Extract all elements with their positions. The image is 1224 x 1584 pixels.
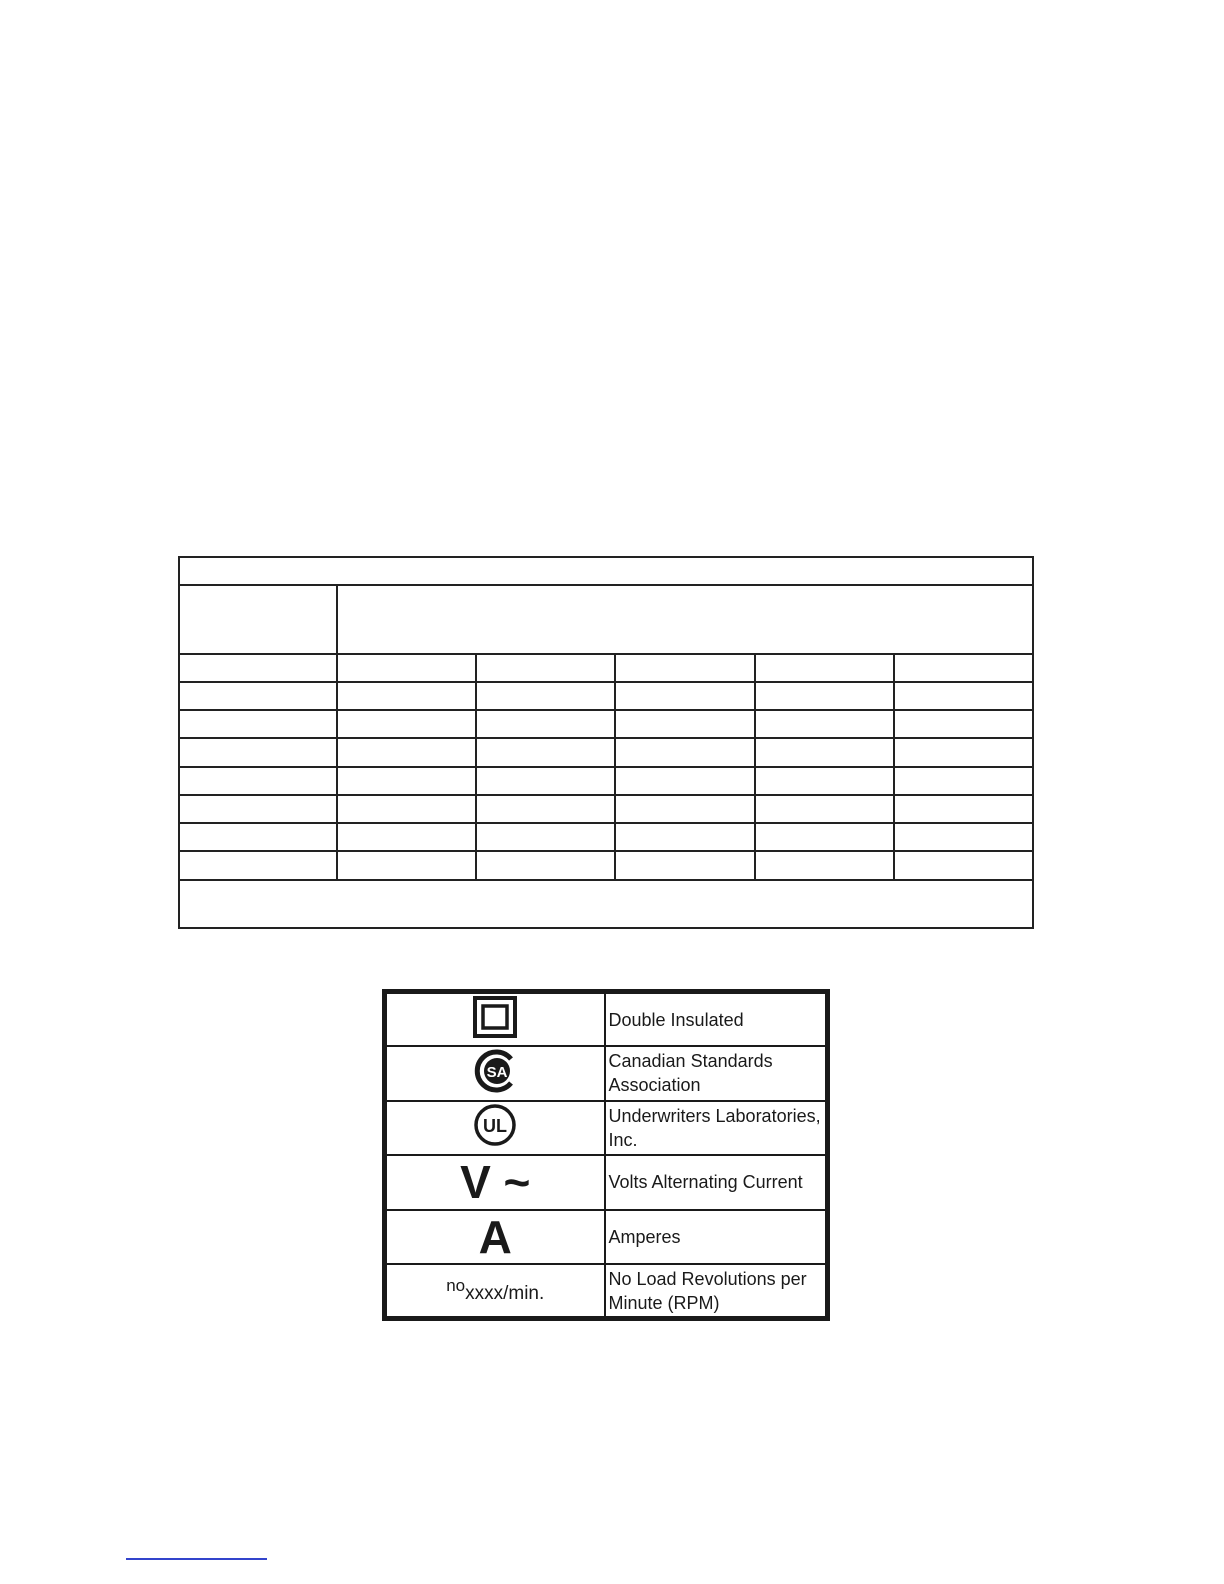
csa-logo-text: SA <box>486 1063 508 1081</box>
table-row <box>179 710 1033 738</box>
csa-logo-icon <box>473 1049 517 1093</box>
table-header-row <box>179 585 1033 654</box>
table-row <box>179 795 1033 823</box>
symbol-cell <box>385 992 605 1047</box>
symbol-row <box>385 1210 828 1265</box>
table-row <box>179 851 1033 879</box>
ul-logo-icon <box>473 1103 517 1147</box>
volts-ac-icon: V ~ <box>460 1156 531 1209</box>
symbol-description: Amperes <box>605 1210 828 1265</box>
symbol-cell <box>385 1210 605 1265</box>
symbol-description: Double Insulated <box>605 992 828 1047</box>
symbol-cell <box>385 1101 605 1156</box>
table-title-cell <box>179 557 1033 585</box>
amperes-icon: A <box>478 1210 512 1263</box>
symbol-description: Canadian Standards Association <box>605 1046 828 1101</box>
extension-cord-table <box>178 556 1034 929</box>
symbol-cell <box>385 1264 605 1319</box>
rpm-symbol-prefix: no <box>446 1276 466 1295</box>
symbol-row <box>385 1155 828 1210</box>
table-title-row <box>179 557 1033 585</box>
footer-rule <box>126 1558 267 1560</box>
table-row <box>179 823 1033 851</box>
symbol-row <box>385 1264 828 1319</box>
rpm-symbol-text: xxxx/min. <box>465 1283 545 1304</box>
symbol-description: Underwriters Laboratories, Inc. <box>605 1101 828 1156</box>
table-footer-row <box>179 880 1033 928</box>
double-insulated-icon <box>473 996 517 1038</box>
symbol-cell <box>385 1046 605 1101</box>
symbol-row <box>385 1046 828 1101</box>
table-footer-cell <box>179 880 1033 928</box>
symbol-description: Volts Alternating Current <box>605 1155 828 1210</box>
table-row <box>179 767 1033 795</box>
symbol-description: No Load Revolutions per Minute (RPM) <box>605 1264 828 1319</box>
symbols-legend-table <box>382 989 830 1321</box>
rpm-symbol <box>446 1276 545 1304</box>
symbol-row <box>385 1101 828 1156</box>
table-row <box>179 738 1033 766</box>
header-cell <box>179 585 337 654</box>
header-span-cell <box>337 585 1033 654</box>
symbol-row <box>385 992 828 1047</box>
symbol-cell <box>385 1155 605 1210</box>
ul-logo-text: UL <box>483 1116 508 1137</box>
table-row <box>179 654 1033 682</box>
table-row <box>179 682 1033 710</box>
